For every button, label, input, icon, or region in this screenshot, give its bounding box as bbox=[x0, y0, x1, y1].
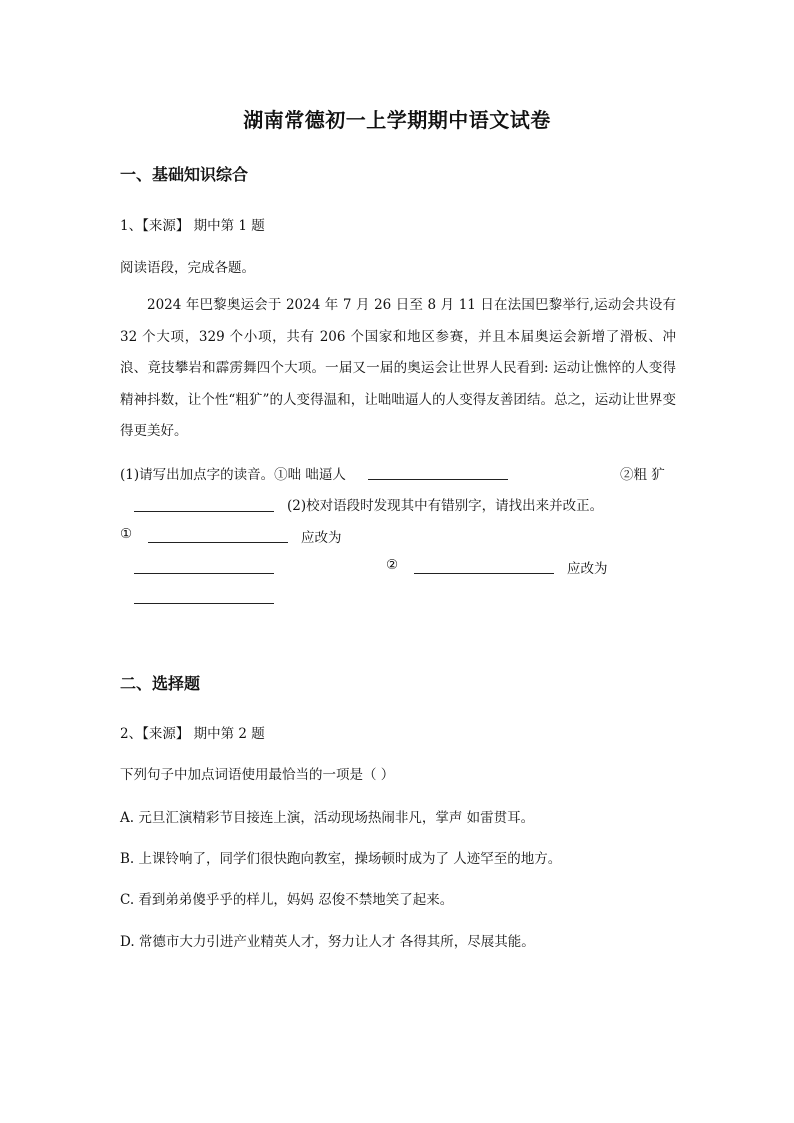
error-item-1-marker: ① bbox=[120, 526, 133, 542]
question-1-source: 1、【来源】 期中第 1 题 bbox=[120, 218, 265, 234]
page-title: 湖南常德初一上学期期中语文试卷 bbox=[243, 108, 551, 132]
answer-blank-correct-char-2[interactable] bbox=[134, 603, 274, 604]
question-1-passage: 2024 年巴黎奥运会于 2024 年 7 月 26 日至 8 月 11 日在法国巴黎举行,运动会共设有 32 个大项，329 个小项，共有 206 个国家和地区参赛，并且本届奥运会新增了滑板、冲浪、竟技攀岩和霹雳舞四个大项。一届又一届的奥运会让世界人民看到: 运动让憔悴的人变得精神抖数，让个性“粗犷”的人变得温和，让咄咄逼人的人变得友善团结。总之，运动让世界变得更美好。 bbox=[120, 297, 676, 439]
error-item-2-marker: ② bbox=[386, 557, 399, 573]
question-2-stem: 下列句子中加点词语使用最恰当的一项是（ ） bbox=[120, 767, 395, 783]
option-d[interactable]: D. 常德市大力引进产业精英人才，努力让人才 各得其所，尽展其能。 bbox=[120, 934, 535, 950]
option-b[interactable]: B. 上课铃响了，同学们很快跑向教室，操场顿时成为了 人迹罕至的地方。 bbox=[120, 851, 562, 867]
subquestion-1-item-2: ②粗 犷 bbox=[620, 467, 665, 483]
answer-blank-pinyin-2[interactable] bbox=[134, 511, 274, 512]
question-2-source: 2、【来源】 期中第 2 题 bbox=[120, 726, 265, 742]
section-heading-basic-knowledge: 一、基础知识综合 bbox=[120, 165, 249, 184]
change-to-label-1: 应改为 bbox=[301, 530, 342, 546]
option-a[interactable]: A. 元旦汇演精彩节目接连上演，活动现场热闹非凡，掌声 如雷贯耳。 bbox=[120, 810, 535, 826]
answer-blank-correct-char-1[interactable] bbox=[134, 573, 274, 574]
answer-blank-wrong-char-2[interactable] bbox=[414, 573, 554, 574]
question-1-instruction: 阅读语段，完成各题。 bbox=[120, 260, 255, 276]
answer-blank-wrong-char-1[interactable] bbox=[148, 542, 288, 543]
option-c[interactable]: C. 看到弟弟傻乎乎的样儿，妈妈 忍俊不禁地笑了起来。 bbox=[120, 892, 454, 908]
subquestion-1-label: (1)请写出加点字的读音。①咄 咄逼人 bbox=[120, 467, 346, 483]
change-to-label-2: 应改为 bbox=[567, 561, 608, 577]
answer-blank-pinyin-1[interactable] bbox=[368, 479, 508, 480]
subquestion-2-label: (2)校对语段时发现其中有错别字，请找出来并改正。 bbox=[287, 498, 604, 514]
section-heading-multiple-choice: 二、选择题 bbox=[120, 674, 201, 693]
